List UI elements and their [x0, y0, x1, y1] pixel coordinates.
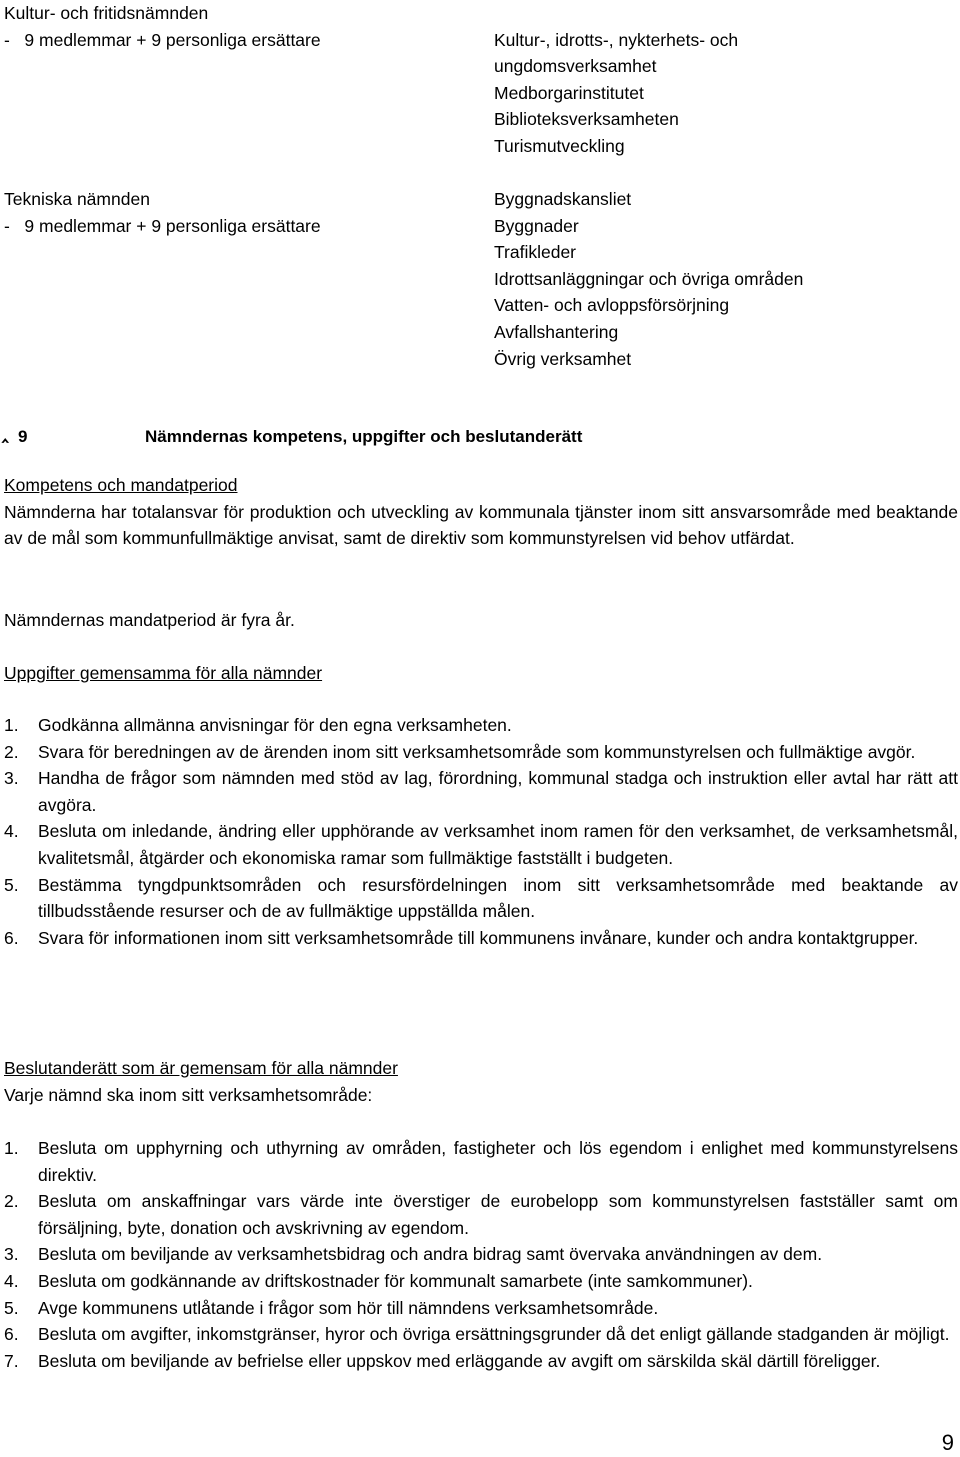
- item-text: Svara för informationen inom sitt verksamhetsområde till kommunens invånare, kunder och andra kontaktgrupper.: [38, 927, 919, 948]
- area-item: Medborgarinstitutet: [494, 82, 644, 103]
- kultur-board: [4, 0, 474, 53]
- item-text: Avge kommunens utlåtande i frågor som hör till nämndens verksamhetsområde.: [38, 1297, 659, 1318]
- item-number: 1.: [4, 1138, 19, 1158]
- list-item: [4, 1348, 958, 1375]
- item-text: Godkänna allmänna anvisningar för den egna verksamheten.: [38, 715, 512, 735]
- beslut-list: [4, 1135, 958, 1374]
- uppgifter-heading-text: Uppgifter gemensamma för alla nämnder: [4, 663, 323, 683]
- tekniska-areas: [494, 186, 954, 372]
- area-item: Vatten- och avloppsförsörjning: [494, 295, 730, 316]
- board-members: - 9 medlemmar + 9 personliga ersättare: [4, 215, 321, 236]
- uppgifter-heading: [4, 660, 958, 687]
- list-item: [4, 1295, 958, 1322]
- kultur-areas: [494, 27, 954, 160]
- area-item: Idrottsanläggningar och övriga områden: [494, 268, 804, 289]
- area-item: Byggnader: [494, 215, 579, 236]
- item-text: Besluta om avgifter, inkomstgränser, hyror och övriga ersättningsgrunder då det enligt gällande stadganden är möjligt.: [38, 1324, 950, 1345]
- list-item: [4, 1135, 958, 1188]
- area-item: Biblioteksverksamheten: [494, 109, 679, 130]
- item-text: Handha de frågor som nämnden med stöd av lag, förordning, kommunal stadga och instruktion eller avtal har rätt att avgöra.: [38, 768, 958, 815]
- item-text: Besluta om beviljande av verksamhetsbidrag och andra bidrag samt övervaka användningen av dem.: [38, 1244, 823, 1265]
- item-number: 7.: [4, 1350, 19, 1371]
- board-members: - 9 medlemmar + 9 personliga ersättare: [4, 29, 321, 50]
- item-number: 2.: [4, 1191, 19, 1212]
- list-item: [4, 739, 958, 766]
- kompetens-section: [4, 472, 958, 552]
- kompetens-heading: Kompetens och mandatperiod: [4, 475, 238, 495]
- item-number: 3.: [4, 768, 19, 789]
- item-number: 4.: [4, 1270, 19, 1291]
- item-number: 1.: [4, 715, 19, 735]
- uppgifter-list: [4, 712, 958, 951]
- beslut-section: [4, 1055, 958, 1108]
- section-number: 9: [18, 427, 28, 446]
- board-title: Kultur- och fritidsnämnden: [4, 3, 209, 23]
- item-text: Besluta om godkännande av driftskostnader för kommunalt samarbete (inte samkommuner).: [38, 1270, 753, 1291]
- beslut-heading: Beslutanderätt som är gemensam för alla nämnder: [4, 1058, 398, 1078]
- list-item: [4, 712, 958, 739]
- item-text: Besluta om beviljande av befrielse eller uppskov med erläggande av avgift om särskilda skäl därtill föreligger.: [38, 1350, 881, 1371]
- list-item: [4, 925, 958, 952]
- list-item: [4, 818, 958, 871]
- item-number: 6.: [4, 927, 19, 948]
- area-item: Turismutveckling: [494, 135, 625, 156]
- page-number: 9: [941, 1430, 954, 1455]
- list-item: [4, 1321, 958, 1348]
- item-number: 4.: [4, 821, 19, 842]
- list-item: [4, 765, 958, 818]
- tekniska-board: [4, 186, 474, 239]
- area-item: ungdomsverksamhet: [494, 56, 657, 77]
- beslut-intro: Varje nämnd ska inom sitt verksamhetsområde:: [4, 1084, 373, 1105]
- section-mark-icon: ‸: [2, 422, 9, 443]
- board-title: Tekniska nämnden: [4, 189, 150, 209]
- list-item: [4, 1268, 958, 1295]
- item-number: 3.: [4, 1244, 19, 1265]
- list-item: [4, 872, 958, 925]
- area-item: Trafikleder: [494, 242, 577, 263]
- area-item: Avfallshantering: [494, 321, 619, 342]
- item-text: Bestämma tyngdpunktsområden och resursfördelningen inom sitt verksamhetsområde med beaktande av tillbudsstående resurser och de av fullmäktige uppställda målen.: [38, 874, 958, 922]
- section-title: Nämndernas kompetens, uppgifter och beslutanderätt: [145, 427, 583, 446]
- item-text: Besluta om upphyrning och uthyrning av områden, fastigheter och lös egendom i enlighet med kommunstyrelsens direktiv.: [38, 1138, 958, 1185]
- section-heading: [4, 424, 954, 451]
- item-text: Besluta om inledande, ändring eller upphörande av verksamhet inom ramen för den verksamhet, de verksamhetsmål, kvalitetsmål, åtgärder och ekonomiska ramar som fullmäktige fastställt i budgeten.: [38, 821, 958, 868]
- item-text: Besluta om anskaffningar vars värde inte överstiger de eurobelopp som kommunstyrelsen fastställer samt om försäljning, byte, donation och avskrivning av egendom.: [38, 1191, 958, 1238]
- item-text: Svara för beredningen av de ärenden inom sitt verksamhetsområde som kommunstyrelsen och fullmäktige avgör.: [38, 741, 916, 762]
- item-number: 5.: [4, 1297, 19, 1318]
- kompetens-text: Nämnderna har totalansvar för produktion och utveckling av kommunala tjänster inom sitt ansvarsområde med beaktande av de mål som kommunfullmäktige anvisat, samt de direktiv som kommunstyrelsen vid behov utfärdat.: [4, 501, 958, 549]
- list-item: [4, 1188, 958, 1241]
- item-number: 2.: [4, 741, 19, 762]
- area-item: Kultur-, idrotts-, nykterhets- och: [494, 29, 739, 50]
- area-item: Byggnadskansliet: [494, 189, 632, 209]
- item-number: 6.: [4, 1324, 19, 1345]
- mandate-text: Nämndernas mandatperiod är fyra år.: [4, 610, 295, 630]
- list-item: [4, 1241, 958, 1268]
- area-item: Övrig verksamhet: [494, 348, 632, 369]
- item-number: 5.: [4, 874, 19, 895]
